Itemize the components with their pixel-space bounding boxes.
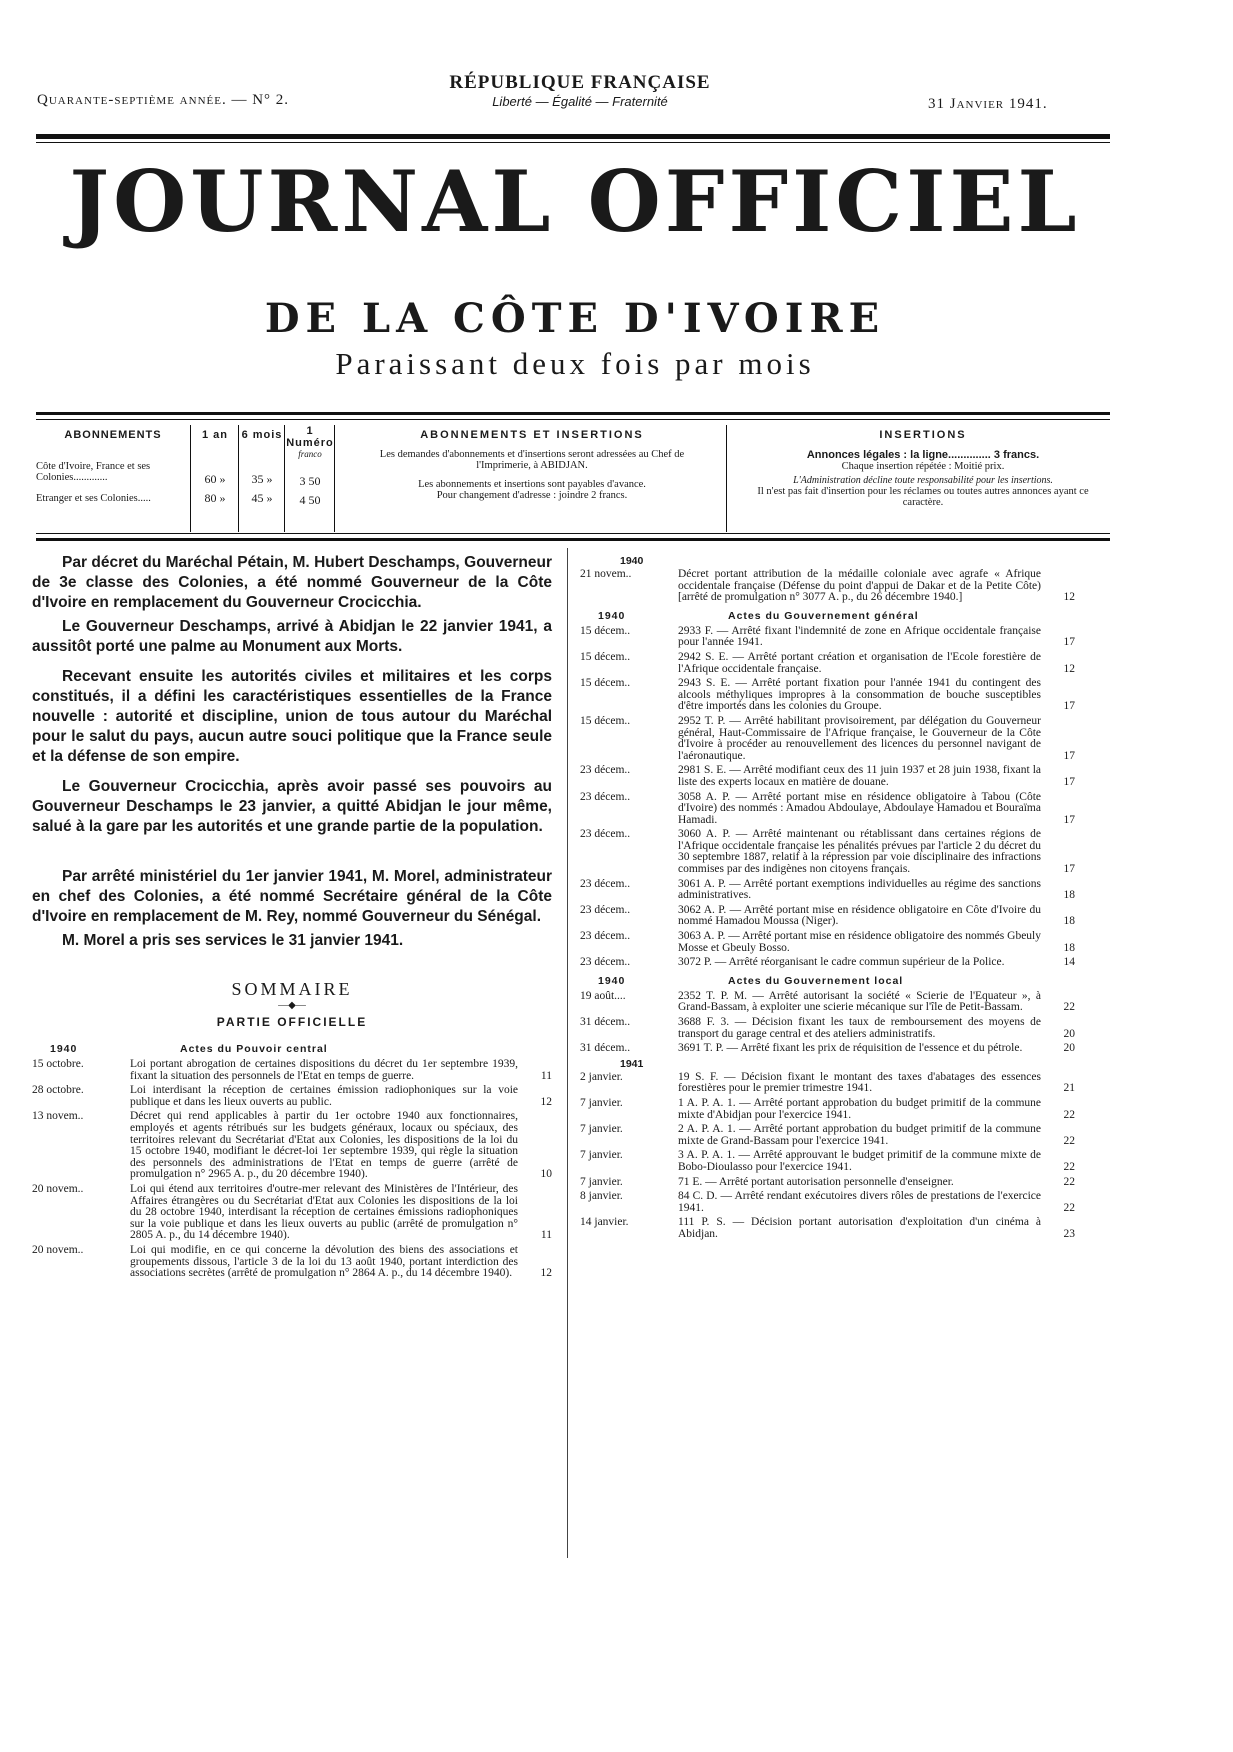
entry-text: 111 P. S. — Décision portant autorisation d'exploitation d'un cinéma à Abidjan. — [678, 1216, 1041, 1240]
entry-page: 21 — [1063, 1082, 1075, 1095]
summary-entry — [32, 1184, 552, 1242]
section-year: 1940 — [598, 609, 626, 622]
entry-text: 1 A. P. A. 1. — Arrêté portant approbation du budget primitif de la commune mixte d'Abidjan pour l'exercice 1941. — [678, 1096, 1041, 1121]
entry-date: 15 décem.. — [580, 677, 631, 690]
entry-date: 31 décem.. — [580, 1042, 631, 1055]
entry-page: 18 — [1063, 889, 1075, 902]
publication-frequency: Paraissant deux fois par mois — [335, 346, 815, 381]
summary-entry — [580, 1191, 1075, 1214]
entry-page: 20 — [1063, 1027, 1075, 1040]
right-column — [580, 553, 1075, 1244]
tariff-cell: 45 » — [251, 491, 273, 505]
section-name: Actes du Pouvoir central — [180, 1043, 328, 1055]
divider — [36, 538, 1110, 541]
entry-text: 3058 A. P. — Arrêté portant mise en résidence obligatoire à Tabou (Côte d'Ivoire) des nommés : Amadou Abdoulaye, Abdoulaye Hamadou et Bouraïma Hamadi. — [678, 790, 1041, 826]
entry-date: 23 décem.. — [580, 790, 631, 803]
entry-text: Loi qui modifie, en ce qui concerne la dévolution des biens des associations et groupements dissous, l'article 3 de la loi du 13 août 1940, portant interdiction des associations secrètes (arrêté de promulgation n° 2864 A. p., du 14 décembre 1940). — [130, 1243, 518, 1280]
tariff-note: Annonces légales : la ligne.............. 3 francs. — [806, 449, 1040, 461]
republic-label: RÉPUBLIQUE FRANÇAISE — [449, 72, 711, 93]
summary-entry — [580, 1072, 1075, 1095]
entry-text: 71 E. — Arrêté portant autorisation personnelle d'enseigner. — [678, 1175, 954, 1188]
tariff-header-numero: 1 Numéro — [286, 425, 334, 449]
entry-page: 17 — [1063, 700, 1075, 713]
entry-date: 21 novem.. — [580, 568, 632, 580]
summary-entry — [580, 991, 1075, 1014]
partie-heading: PARTIE OFFICIELLE — [216, 1015, 368, 1029]
entry-text: 2952 T. P. — Arrêté habilitant provisoirement, par délégation du Gouverneur général, Haut-Commissaire de l'Afrique française, le Gouverneur de la Côte d'Ivoire à procéder au renouvellement des licences du personnel navigant de l'aéronautique. — [678, 714, 1041, 762]
entry-page: 12 — [1063, 662, 1075, 675]
tariff-cell: 60 » — [204, 472, 226, 486]
entry-date: 15 décem.. — [580, 650, 631, 663]
entry-page: 11 — [540, 1229, 552, 1242]
announcement-paragraph: Le Gouverneur Deschamps, arrivé à Abidjan le 22 janvier 1941, a aussitôt porté une palme au Monument aux Morts. — [32, 618, 552, 655]
entry-date: 23 décem.. — [580, 764, 631, 777]
tariff-note: L'Administration décline toute responsabilité pour les insertions. — [793, 475, 1053, 486]
summary-entry — [580, 879, 1075, 902]
column-divider — [567, 548, 568, 1558]
section-name: Actes du Gouvernement général — [728, 609, 919, 622]
issue-date: 31 Janvier 1941. — [928, 96, 1048, 112]
entry-page: 22 — [1063, 1160, 1075, 1173]
entry-text: 2981 S. E. — Arrêté modifiant ceux des 11 juin 1937 et 28 juin 1938, fixant la liste des experts locaux en matière de douane. — [678, 764, 1041, 788]
divider — [36, 419, 1110, 420]
summary-entry — [580, 569, 1075, 604]
section-heading — [580, 975, 1075, 987]
summary-entry — [580, 1217, 1075, 1240]
entry-page: 23 — [1063, 1227, 1075, 1240]
entry-page: 22 — [1063, 1201, 1075, 1214]
entry-date: 7 janvier. — [580, 1175, 623, 1188]
announcement-paragraph: Par décret du Maréchal Pétain, M. Hubert Deschamps, Gouverneur de 3e classe des Colonies, a été nommé Gouverneur de la Côte d'Ivoire en remplacement du Gouverneur Crocicchia. — [32, 554, 552, 611]
summary-entry — [580, 957, 1075, 969]
entry-text: Décret portant attribution de la médaille coloniale avec agrafe « Afrique occidentale française (Défense du point d'appui de Dakar et de la Petite Côte) [arrêté de promulgation n° 3077 A. p., du 26 décembre 1940.] — [678, 568, 1041, 604]
entry-date: 20 novem.. — [32, 1243, 84, 1256]
section-name: Actes du Gouvernement local — [728, 974, 904, 987]
issue-number: Quarante-septième année. — N° 2. — [37, 92, 290, 108]
entry-text: 2943 S. E. — Arrêté portant fixation pour l'année 1941 du contingent des alcools méthyliques impropres à la consommation de bouche susceptibles d'être importés dans les colonies du Groupe. — [678, 677, 1041, 713]
section-heading — [32, 1043, 552, 1055]
page-title: JOURNAL OFFICIEL — [69, 152, 1081, 251]
entry-text: 3063 A. P. — Arrêté portant mise en résidence obligatoire des nommés Gbeuly Mosse et Gbeuly Bosso. — [678, 930, 1041, 954]
entry-text: 3062 A. P. — Arrêté portant mise en résidence obligatoire en Côte d'Ivoire du nommé Hamadou Moussa (Niger). — [678, 903, 1041, 928]
entry-text: Loi interdisant la réception de certaines émission radiophoniques sur la voie publique et dans les lieux ouverts au public. — [130, 1084, 518, 1108]
summary-entry — [32, 1111, 552, 1181]
divider — [36, 533, 1110, 534]
entry-page: 11 — [540, 1069, 552, 1082]
summary-entry — [580, 792, 1075, 827]
entry-text: 2352 T. P. M. — Arrêté autorisant la société « Scierie de l'Equateur », à Grand-Bassam, à exploiter une scierie mécanique sur l'île de Petit-Bassam. — [678, 989, 1041, 1014]
entry-page: 17 — [1063, 775, 1075, 788]
section-year: 1940 — [598, 974, 626, 987]
entry-text: Décret qui rend applicables à partir du 1er octobre 1940 aux fonctionnaires, employés et agents rétribués sur les budgets généraux, locaux ou spéciaux, des territoires relevant du Secrétariat d'Etat aux Colonies, les dispositions de la loi du 15 octobre 1940, modifiant le décret-loi 1er septembre 1939, qui règle la situation des personnels des administrations de l'Etat en temps de guerre (arrêté de promulgation n° 2965 A. p., du 20 décembre 1940). — [130, 1110, 518, 1181]
entry-date: 7 janvier. — [580, 1096, 623, 1109]
entry-text: 2933 F. — Arrêté fixant l'indemnité de zone en Afrique occidentale française pour l'année 1941. — [678, 624, 1041, 649]
announcement-paragraph: Le Gouverneur Crocicchia, après avoir passé ses pouvoirs au Gouverneur Deschamps le 23 janvier, a quitté Abidjan le jour même, salué à la gare par les autorités et une grande partie de la population. — [32, 778, 552, 835]
entry-date: 31 décem.. — [580, 1016, 631, 1028]
tariff-cell: 3 50 — [299, 474, 321, 488]
announcement-paragraph: Recevant ensuite les autorités civiles et militaires et les corps constitués, il a défini les caractéristiques essentielles de la France nouvelle : autorité et discipline, union de tous autour du Maréchal pour le salut du pays, aucun autre souci politique que la France seule et la défense de son empire. — [32, 668, 552, 765]
entry-date: 7 janvier. — [580, 1149, 623, 1162]
entry-date: 23 décem.. — [580, 930, 631, 943]
tariff-cell: 4 50 — [299, 493, 321, 507]
entry-page: 12 — [540, 1095, 552, 1108]
entry-date: 20 novem.. — [32, 1182, 84, 1195]
entry-text: 3691 T. P. — Arrêté fixant les prix de réquisition de l'essence et du pétrole. — [678, 1042, 1023, 1055]
section-year: 1940 — [50, 1043, 78, 1055]
entry-text: 19 S. F. — Décision fixant le montant des taxes d'abatages des essences forestières pour le premier trimestre 1941. — [678, 1070, 1041, 1095]
page-subtitle: DE LA CÔTE D'IVOIRE — [264, 295, 886, 342]
entry-date: 23 décem.. — [580, 903, 631, 916]
entry-date: 8 janvier. — [580, 1190, 623, 1203]
entry-text: 84 C. D. — Arrêté rendant exécutoires divers rôles de prestations de l'exercice 1941. — [678, 1190, 1041, 1214]
entry-date: 15 décem.. — [580, 714, 631, 727]
summary-entry — [580, 829, 1075, 875]
tariff-row-label: Côte d'Ivoire, France et ses Colonies............. — [36, 461, 151, 483]
entry-page: 22 — [1063, 1175, 1075, 1188]
announcement-paragraph: M. Morel a pris ses services le 31 janvier 1941. — [62, 932, 404, 949]
masthead-republic — [380, 72, 780, 109]
entry-date: 14 janvier. — [580, 1216, 629, 1229]
entry-page: 17 — [1063, 863, 1075, 876]
tariff-header-6mois: 6 mois — [241, 429, 283, 441]
motto: Liberté — Égalité — Fraternité — [492, 94, 668, 109]
tariff-cell: 35 » — [251, 472, 273, 486]
summary-entry — [32, 1245, 552, 1280]
section-year: 1941 — [620, 1057, 644, 1070]
summary-entry — [580, 678, 1075, 713]
entry-date: 23 décem.. — [580, 956, 631, 969]
summary-entry — [580, 905, 1075, 928]
tariff-header-1an: 1 an — [201, 429, 228, 441]
entry-text: 2942 S. E. — Arrêté portant création et organisation de l'Ecole forestière de l'Afrique occidentale française. — [678, 650, 1041, 675]
tariff-note: Il n'est pas fait d'insertion pour les réclames ou toutes autres annonces ayant ce caractère. — [757, 486, 1089, 508]
summary-entry — [580, 765, 1075, 788]
tariff-row-label: Etranger et ses Colonies..... — [36, 493, 151, 504]
entry-page: 20 — [1063, 1042, 1075, 1055]
entry-date: 7 janvier. — [580, 1123, 623, 1136]
divider — [36, 412, 1110, 415]
entry-date: 28 octobre. — [32, 1084, 84, 1097]
entry-text: 3688 F. 3. — Décision fixant les taux de remboursement des moyens de transport du garage central et des ateliers administratifs. — [678, 1016, 1041, 1040]
entry-date: 13 novem.. — [32, 1110, 84, 1123]
entry-page: 10 — [540, 1168, 552, 1181]
divider — [36, 142, 1110, 143]
ornament: —◆— — [278, 1000, 306, 1011]
entry-text: 3072 P. — Arrêté réorganisant le cadre commun supérieur de la Police. — [678, 956, 1005, 969]
entry-page: 12 — [1063, 591, 1075, 604]
tariff-note: Pour changement d'adresse : joindre 2 francs. — [436, 490, 628, 501]
announcement-paragraph: Par arrêté ministériel du 1er janvier 1941, M. Morel, administrateur en chef des Colonies, a été nommé Secrétaire général de la Côte d'Ivoire en remplacement de M. Rey, nommé Gouverneur du Sénégal. — [32, 868, 552, 925]
summary-entry — [580, 652, 1075, 675]
section-year: 1940 — [620, 555, 644, 567]
tariff-note: Les demandes d'abonnements et d'insertions seront adressées au Chef de l'Imprimerie, à ABIDJAN. — [379, 449, 685, 471]
sommaire-heading: SOMMAIRE — [231, 979, 353, 999]
entry-date: 19 août.... — [580, 989, 626, 1002]
entry-date: 23 décem.. — [580, 877, 631, 890]
entry-page: 22 — [1063, 1134, 1075, 1147]
summary-entry — [580, 716, 1075, 762]
summary-entry — [580, 626, 1075, 649]
entry-text: 2 A. P. A. 1. — Arrêté portant approbation du budget primitif de la commune mixte de Grand-Bassam pour l'exercice 1941. — [678, 1123, 1041, 1147]
entry-page: 22 — [1063, 1108, 1075, 1121]
entry-text: Loi qui étend aux territoires d'outre-mer relevant des Ministères de l'Intérieur, des Affaires étrangères ou du Secrétariat d'Etat aux Colonies les dispositions de la loi du 28 octobre 1940, interdisant la réception de certaines émissions radiophoniques sur la voie publique et dans les lieux ouverts au public (arrêté de promulgation n° 2805 A. p., du 14 décembre 1940). — [130, 1182, 518, 1242]
tariff-header-franco: franco — [298, 449, 322, 459]
entry-date: 15 décem.. — [580, 624, 631, 637]
left-column — [32, 553, 552, 1283]
summary-entry — [580, 1177, 1075, 1189]
summary-entry — [580, 1017, 1075, 1040]
entry-text: Loi portant abrogation de certaines dispositions du décret du 1er septembre 1939, fixant la situation des personnels de l'Etat en temps de guerre. — [130, 1058, 518, 1082]
summary-entry — [32, 1085, 552, 1108]
tariff-header-abonnements: ABONNEMENTS — [64, 429, 162, 441]
tariff-note: Les abonnements et insertions sont payables d'avance. — [418, 479, 646, 490]
entry-text: 3 A. P. A. 1. — Arrêté approuvant le budget primitif de la commune mixte de Bobo-Dioulasso pour l'exercice 1941. — [678, 1149, 1041, 1173]
entry-date: 23 décem.. — [580, 828, 631, 841]
tariff-header-right: INSERTIONS — [879, 429, 967, 441]
summary-entry — [580, 1124, 1075, 1147]
entry-date: 15 octobre. — [32, 1058, 84, 1070]
entry-text: 3061 A. P. — Arrêté portant exemptions individuelles au régime des sanctions administratives. — [678, 877, 1041, 902]
entry-page: 18 — [1063, 915, 1075, 928]
summary-entry — [580, 1150, 1075, 1173]
entry-page: 17 — [1063, 749, 1075, 762]
entry-page: 18 — [1063, 941, 1075, 954]
entry-page: 22 — [1063, 1001, 1075, 1014]
summary-entry — [32, 1059, 552, 1082]
tariff-note: Chaque insertion répétée : Moitié prix. — [841, 461, 1005, 472]
entry-page: 17 — [1063, 636, 1075, 649]
section-heading — [580, 610, 1075, 622]
tariff-header-insertions: ABONNEMENTS ET INSERTIONS — [420, 429, 644, 441]
entry-page: 12 — [540, 1267, 552, 1280]
entry-page: 17 — [1063, 813, 1075, 826]
entry-text: 3060 A. P. — Arrêté maintenant ou rétablissant dans certaines régions de l'Afrique occidentale française les pénalités prévues par l'article 2 du décret du 30 septembre 1887, relatif à la répression par voie disciplinaire des infractions commises par des indigènes non citoyens français. — [678, 828, 1041, 876]
summary-entry — [580, 1043, 1075, 1055]
divider — [36, 134, 1110, 139]
entry-page: 14 — [1063, 956, 1075, 969]
entry-date: 2 janvier. — [580, 1070, 623, 1083]
summary-entry — [580, 1098, 1075, 1121]
tariff-table — [36, 425, 1110, 532]
summary-entry — [580, 931, 1075, 954]
tariff-cell: 80 » — [204, 491, 226, 505]
